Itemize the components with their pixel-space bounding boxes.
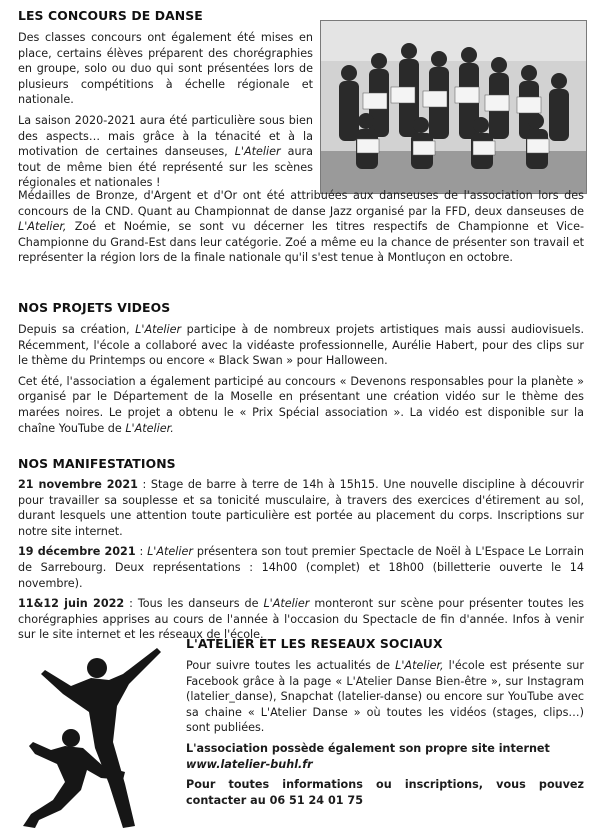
videos-text — [18, 322, 584, 436]
event-3-date: 11&12 juin 2022 — [18, 597, 125, 611]
concours-paragraph-1: Des classes concours ont également été mises en place, certains élèves préparent des chorégraphies en groupe, solo ou duo qui sont présentées lors de plusieurs compétitions à échelle régionale et nationale. — [18, 31, 313, 107]
reseaux-contact: Pour toutes informations ou inscriptions, vous pouvez contacter au 06 51 24 01 75 — [186, 778, 584, 807]
website-link[interactable]: www.latelier-buhl.fr — [186, 757, 313, 771]
concours-paragraph-3: Médailles de Bronze, d'Argent et d'Or ont été attribuées aux danseuses de l'association lors des concours de la CND. Quant au Championnat de danse Jazz organisé par la FFD, deux danseuses de L'Atelier, Zoé et Noémie, se sont vu décerner les titres respectifs de Championne et Vice-Championne du Grand-Est dans leur catégorie. Zoé a même eu la chance de présenter son travail et représenter la région lors de la finale nationale qu'il s'est tenue à Montluçon en octobre. — [18, 189, 585, 265]
dancer-silhouette — [5, 634, 183, 832]
concours-text-wide — [18, 188, 584, 266]
videos-paragraph-1: Depuis sa création, L'Atelier participe à de nombreux projets artistiques mais aussi audiovisuels. Récemment, l'école a collaboré avec la vidéaste professionnelle, Aurélie Habert, pour des clips sur le thème du Printemps ou encore « Black Swan » pour Halloween. — [18, 323, 585, 368]
videos-paragraph-2: Cet été, l'association a également participé au concours « Devenons responsables pour la planète » organisé par le Département de la Moselle en présentant une création vidéo sur le thème des marées noires. Le projet a obtenu le « Prix Spécial association ». La vidéo est disponible sur la chaîne YouTube de L'Atelier. — [18, 374, 584, 435]
section-title-videos: NOS PROJETS VIDEOS — [18, 300, 171, 315]
reseaux-paragraph-2: L'association possède également son propre site internet www.latelier-buhl.fr — [186, 741, 550, 771]
event-2-date: 19 décembre 2021 — [18, 545, 136, 559]
group-photo — [320, 20, 587, 194]
section-title-concours: LES CONCOURS DE DANSE — [18, 8, 203, 23]
concours-text-column — [18, 30, 313, 191]
section-title-reseaux: L'ATELIER ET LES RESEAUX SOCIAUX — [186, 636, 443, 651]
dancer-silhouette-icon — [5, 634, 183, 832]
group-photo-icon — [321, 21, 586, 193]
event-2: 19 décembre 2021 : L'Atelier présentera son tout premier Spectacle de Noël à L'Espace Le Lorrain de Sarrebourg. Deux représentations : 14h00 (complet) et 18h00 (billetterie ouverte le 14 novembre). — [18, 545, 584, 590]
event-1: 21 novembre 2021 : Stage de barre à terre de 14h à 15h15. Une nouvelle discipline à découvrir pour travailler sa souplesse et sa tonicité musculaire, à travers des exercices d'étirement au sol, durant lesquels une attention toute particulière est portée au placement du corps. Inscriptions sur notre site internet. — [18, 478, 584, 538]
reseaux-paragraph-1: Pour suivre toutes les actualités de L'Atelier, l'école est présente sur Facebook grâce à la page « L'Atelier Danse Bien-être », sur Instagram (latelier_danse), Snapchat (latelier-danse) ou encore sur YouTube avec sa chaine « L'Atelier Danse » où toutes les vidéos (stages, clips…) sont publiées. — [186, 659, 584, 735]
manifestations-text — [18, 477, 584, 643]
event-1-date: 21 novembre 2021 — [18, 478, 138, 491]
section-title-manifestations: NOS MANIFESTATIONS — [18, 456, 176, 471]
event-3: 11&12 juin 2022 : Tous les danseurs de L'Atelier monteront sur scène pour présenter toutes les chorégraphies apprises au cours de l'année à l'occasion du Spectacle de fin d'année. Infos à venir sur le site internet et les réseaux de l'école. — [18, 597, 585, 642]
concours-paragraph-2: La saison 2020-2021 aura été particulière sous bien des aspects… mais grâce à la ténacité et à la motivation de certaines danseuses, L'Atelier aura tout de même bien été représenté sur les scènes régionales et nationales ! — [18, 113, 314, 190]
reseaux-text — [186, 658, 584, 808]
